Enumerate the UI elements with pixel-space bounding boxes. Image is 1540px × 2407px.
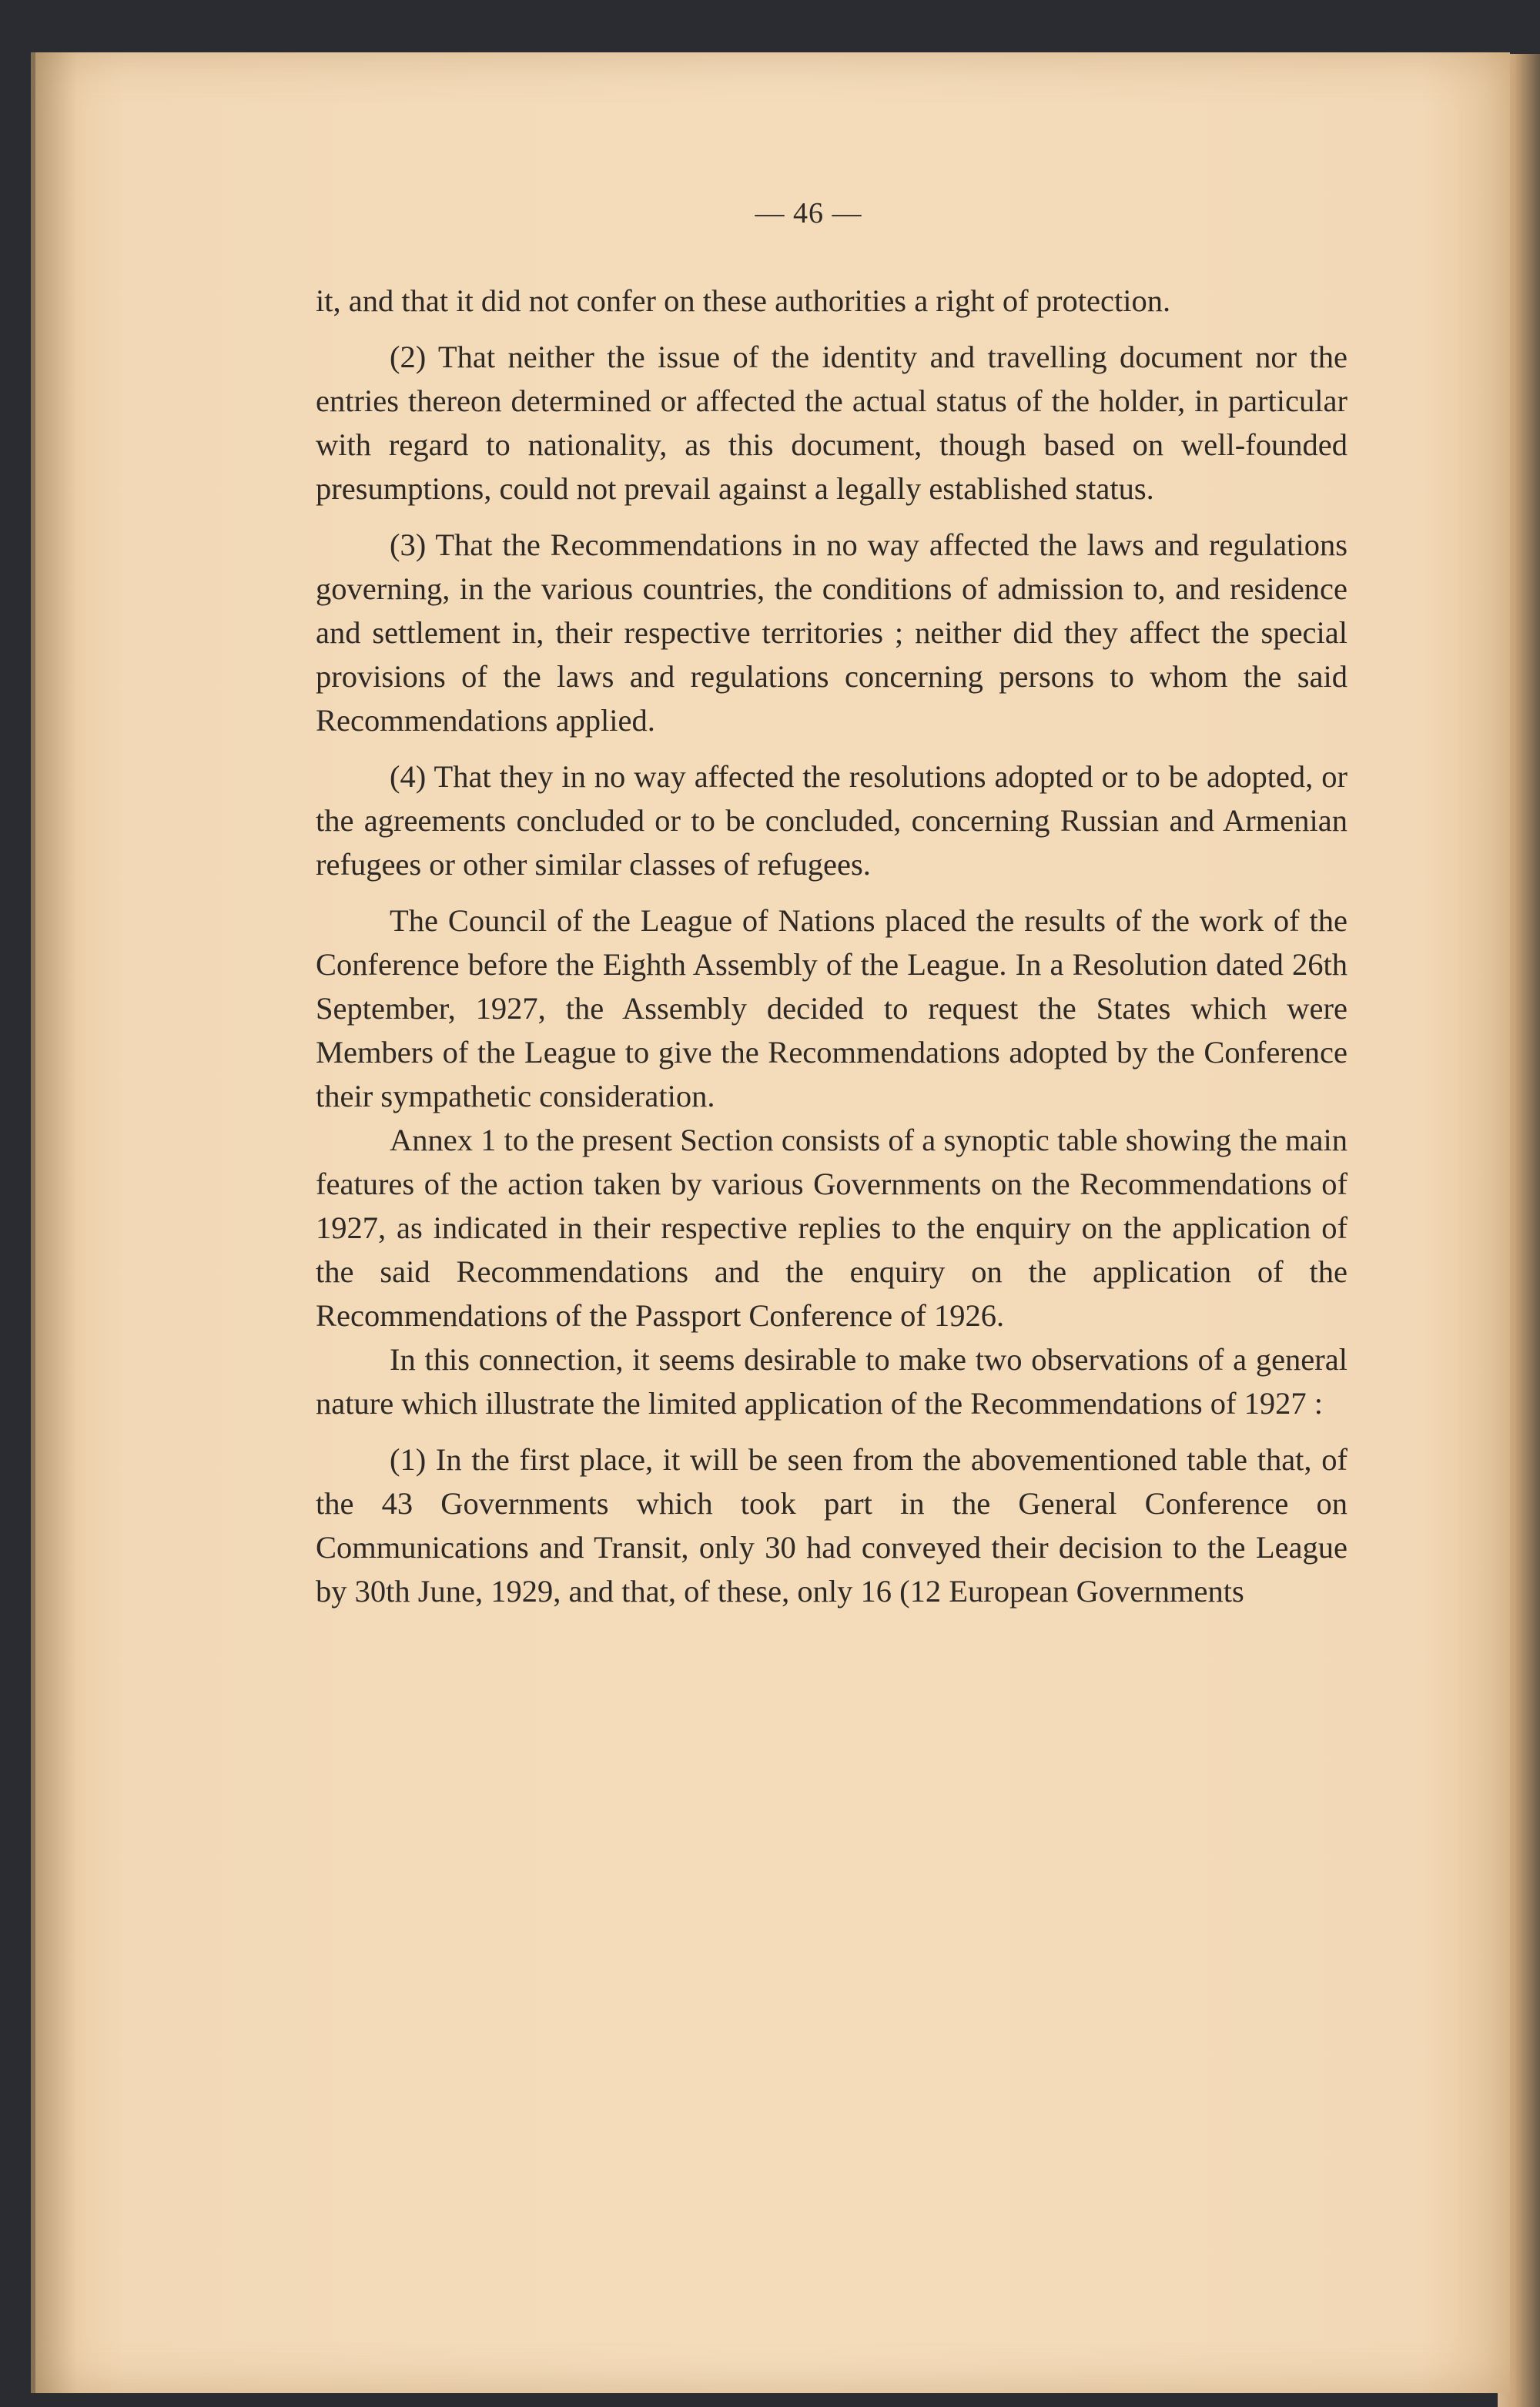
page-number: — 46 — bbox=[755, 197, 862, 229]
gutter-shadow bbox=[31, 52, 77, 2393]
paragraph-observations: In this connection, it seems desirable to make two observations of a general nature which illustrate the limited application of the Recommendations of 1927 : bbox=[316, 1342, 1348, 1421]
paragraph-first-observation: (1) In the first place, it will be seen from the abovementioned table that, of the 43 Governments which took part in the General Conference on Communications and Transit, only 30 had conveyed their decision to the League by 30th June, 1929, and that, of these, only 16 (12 European Governments bbox=[316, 1442, 1348, 1609]
paragraph-continuation: it, and that it did not confer on these authorities a right of protection. bbox=[316, 283, 1171, 318]
paragraph-point-3: (3) That the Recommendations in no way affected the laws and regulations governing, in the various countries, the conditions of admission to, and residence and settlement in, their respective territories ; neither did they affect the special provisions of the laws and regulations concerning persons to whom the said Recommendations applied. bbox=[316, 527, 1348, 738]
body-text bbox=[316, 279, 1348, 1625]
paragraph-point-4: (4) That they in no way affected the resolutions adopted or to be adopted, or the agreements concluded or to be concluded, concerning Russian and Armenian refugees or other similar classes of refugees. bbox=[316, 759, 1348, 882]
paragraph-council: The Council of the League of Nations placed the results of the work of the Conference before the Eighth Assembly of the League. In a Resolution dated 26th September, 1927, the Assembly decided to request the States which were Members of the League to give the Recommendations adopted by the Conference their sympathetic consideration. bbox=[316, 903, 1348, 1113]
paragraph-point-2: (2) That neither the issue of the identity and travelling document nor the entries thereon determined or affected the actual status of the holder, in particular with regard to nationality, as this document, though based on well-founded presumptions, could not prevail against a legally established status. bbox=[316, 340, 1348, 506]
paragraph-annex: Annex 1 to the present Section consists of a synoptic table showing the main features of the action taken by various Governments on the Recommendations of 1927, as indicated in their respective replies to the enquiry on the application of the said Recommendations and the enquiry on the application of the Recommendations of the Passport Conference of 1926. bbox=[316, 1123, 1348, 1333]
